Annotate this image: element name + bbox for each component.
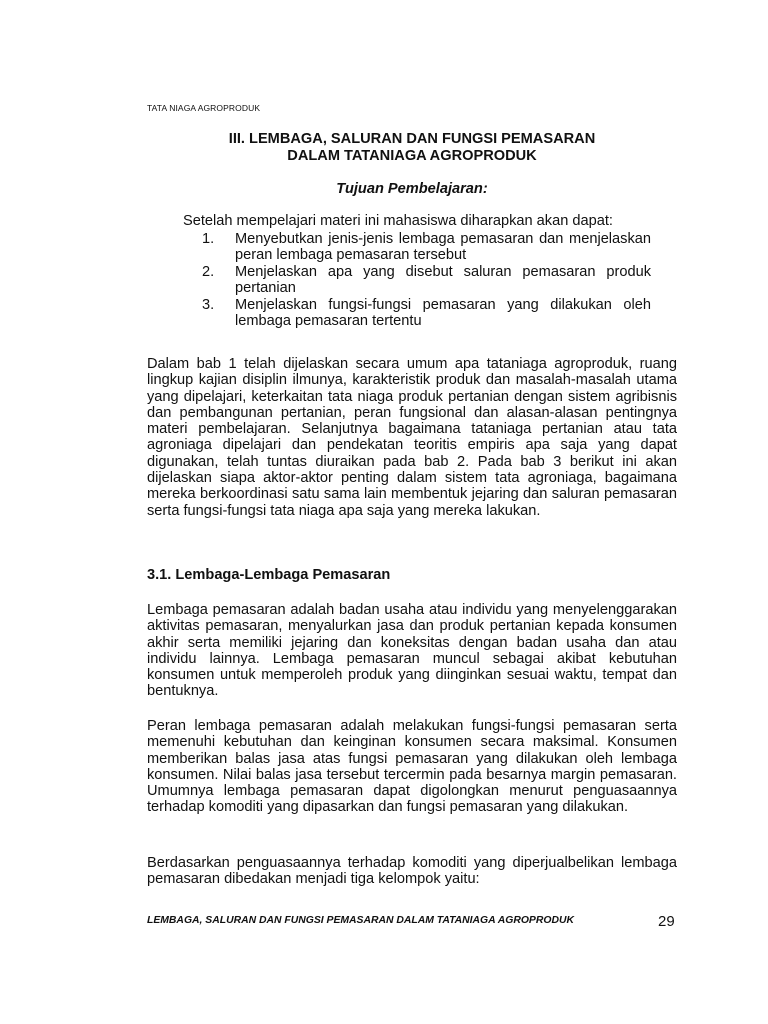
learning-objectives-list xyxy=(183,231,651,330)
intro-paragraph: Dalam bab 1 telah dijelaskan secara umum apa tataniaga agroproduk, ruang lingkup kajian disiplin ilmunya, karakteristik produk dan masalah-masalah utama yang dipelajari, keterkaitan tata niaga produk pertanian dengan sistem agribisnis dan pembangunan pertanian, peran fungsional dan alasan-alasan pentingnya materi pembelajaran. Selanjutnya bagaimana tataniaga pertanian atau tata agroniaga dipelajari dan pendekatan teoritis empiris apa saja yang dapat digunakan, telah tuntas diuraikan pada bab 2. Pada bab 3 berikut ini akan dijelaskan siapa aktor-aktor penting dalam sistem tata agroniaga, bagaimana mereka berkoordinasi satu sama lain membentuk jejaring dan saluran pemasaran serta fungsi-fungsi tata niaga apa saja yang mereka lakukan. xyxy=(147,356,677,519)
chapter-title xyxy=(147,131,677,165)
list-item xyxy=(183,264,651,296)
learning-objectives-intro: Setelah mempelajari materi ini mahasiswa diharapkan akan dapat: xyxy=(183,213,613,229)
body-paragraph: Lembaga pemasaran adalah badan usaha atau individu yang menyelenggarakan aktivitas pemasaran, menyalurkan jasa dan produk pertanian kepada konsumen akhir serta memiliki jejaring dan koneksitas dengan badan usaha dan atau individu lainnya. Lembaga pemasaran muncul sebagai akibat kebutuhan konsumen untuk memperoleh produk yang diinginkan sesuai waktu, tempat dan bentuknya. xyxy=(147,602,677,700)
body-paragraph: Peran lembaga pemasaran adalah melakukan fungsi-fungsi pemasaran serta memenuhi kebutuhan dan keinginan konsumen secara maksimal. Konsumen memberikan balas jasa atas fungsi pemasaran yang dilakukan oleh lembaga konsumen. Nilai balas jasa tersebut tercermin pada besarnya margin pemasaran. Umumnya lembaga pemasaran dapat digolongkan menurut penguasaannya terhadap komoditi yang dipasarkan dan fungsi pemasaran yang dilakukan. xyxy=(147,718,677,816)
list-item-text: Menjelaskan fungsi-fungsi pemasaran yang dilakukan oleh lembaga pemasaran tertentu xyxy=(235,297,651,329)
body-paragraph: Berdasarkan penguasaannya terhadap komoditi yang diperjualbelikan lembaga pemasaran dibedakan menjadi tiga kelompok yaitu: xyxy=(147,855,677,888)
page-number: 29 xyxy=(658,913,675,930)
section-heading: 3.1. Lembaga-Lembaga Pemasaran xyxy=(147,567,391,583)
list-item-number: 2. xyxy=(202,264,215,280)
running-head: TATA NIAGA AGROPRODUK xyxy=(147,103,261,113)
chapter-title-line-1: III. LEMBAGA, SALURAN DAN FUNGSI PEMASARAN xyxy=(228,131,596,147)
chapter-title-line-2: DALAM TATANIAGA AGROPRODUK xyxy=(287,148,537,164)
list-item-text: Menjelaskan apa yang disebut saluran pemasaran produk pertanian xyxy=(235,264,651,296)
list-item-number: 1. xyxy=(202,231,215,247)
list-item xyxy=(183,231,651,263)
list-item-text: Menyebutkan jenis-jenis lembaga pemasaran dan menjelaskan peran lembaga pemasaran tersebut xyxy=(235,231,651,263)
footer-title: LEMBAGA, SALURAN DAN FUNGSI PEMASARAN DALAM TATANIAGA AGROPRODUK xyxy=(147,915,574,926)
learning-objectives-heading: Tujuan Pembelajaran: xyxy=(336,181,488,197)
list-item-number: 3. xyxy=(202,297,215,313)
list-item xyxy=(183,297,651,329)
